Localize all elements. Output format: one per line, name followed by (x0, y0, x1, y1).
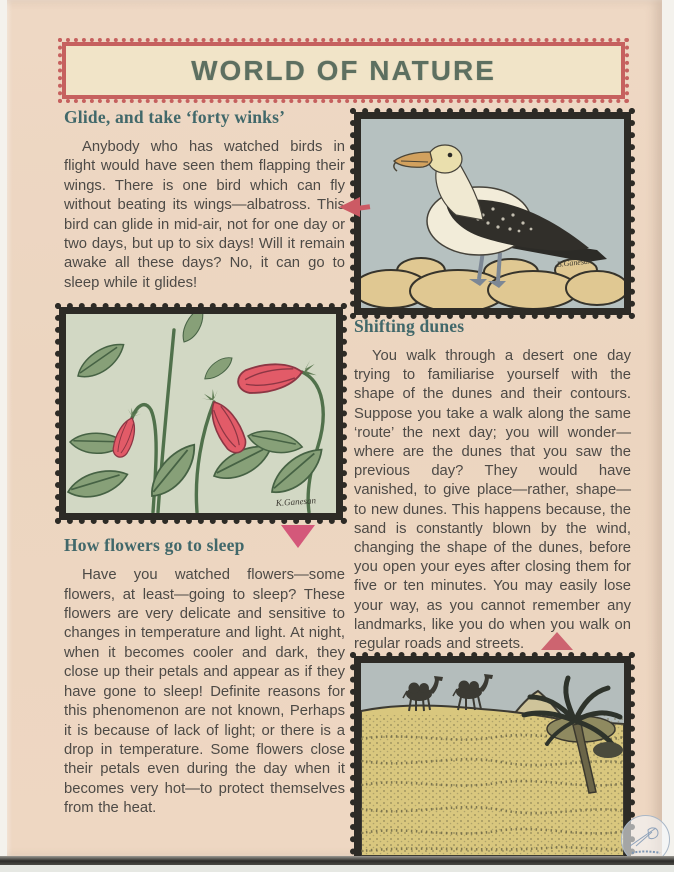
left-column (64, 106, 345, 819)
article-heading-dunes: Shifting dunes (354, 316, 465, 336)
pointer-triangle-left-icon (339, 197, 371, 217)
albatross-image (361, 119, 624, 308)
illustrator-signature: K.Ganesan (275, 495, 317, 509)
desert-illustration (354, 656, 631, 863)
page-title: WORLD OF NATURE (191, 55, 496, 86)
right-column (354, 112, 631, 863)
article-body-dunes: You walk through a desert one day trying to familiarise yourself with the shape of the dunes and their contours. Suppose you take a walk along the same ‘route’ the next day; you will wonder—where are the dunes that you saw the previous day? They would have vanished, to give place—rather, shape—to new dunes. This happens because, the sand is constantly blown by the wind, changing the shape of the dunes, before you open your eyes after closing them for five or ten minutes. You may easily lose your way, as you cannot remember any landmarks, like you do when you walk on regular roads and streets. (354, 348, 631, 653)
magazine-page (7, 0, 662, 857)
flowers-illustration (59, 307, 343, 520)
albatross-illustration (354, 112, 631, 315)
pointer-tail (358, 204, 371, 211)
title-banner (62, 42, 625, 99)
article-body-glide: Anybody who has watched birds in flight would have seen them flapping their wings. There is one bird which can fly without beating its wings—albatross. This bird can glide in mid-air, not for one day or two days, but up to six days! Will it remain awake all these days? No, it can go to sleep while it glides! (64, 139, 345, 291)
illustrator-signature: B.Ganesan (556, 256, 593, 269)
article-heading-glide: Glide, and take ‘forty winks’ (64, 107, 286, 127)
flowers-image (66, 314, 336, 513)
page-edge-shadow (0, 856, 674, 865)
desert-image (361, 663, 624, 856)
pointer-head (339, 197, 360, 217)
article-body-flowers: Have you watched flowers—some flowers, at least—going to sleep? These flowers are very delicate and sensitive to changes in temperature and light. At night, when it becomes cooler and dark, they close up their petals and appear as if they have gone to sleep! Definite reasons for this phenomenon are not known, Perhaps it is because of lack of light; or there is a drop in temperature. Some flowers close their petals even during the day when it becomes very hot—to protect themselves from the heat. (64, 567, 345, 817)
scanner-background (0, 865, 674, 872)
article-heading-flowers: How flowers go to sleep (64, 535, 245, 556)
bird-eye (448, 153, 453, 158)
